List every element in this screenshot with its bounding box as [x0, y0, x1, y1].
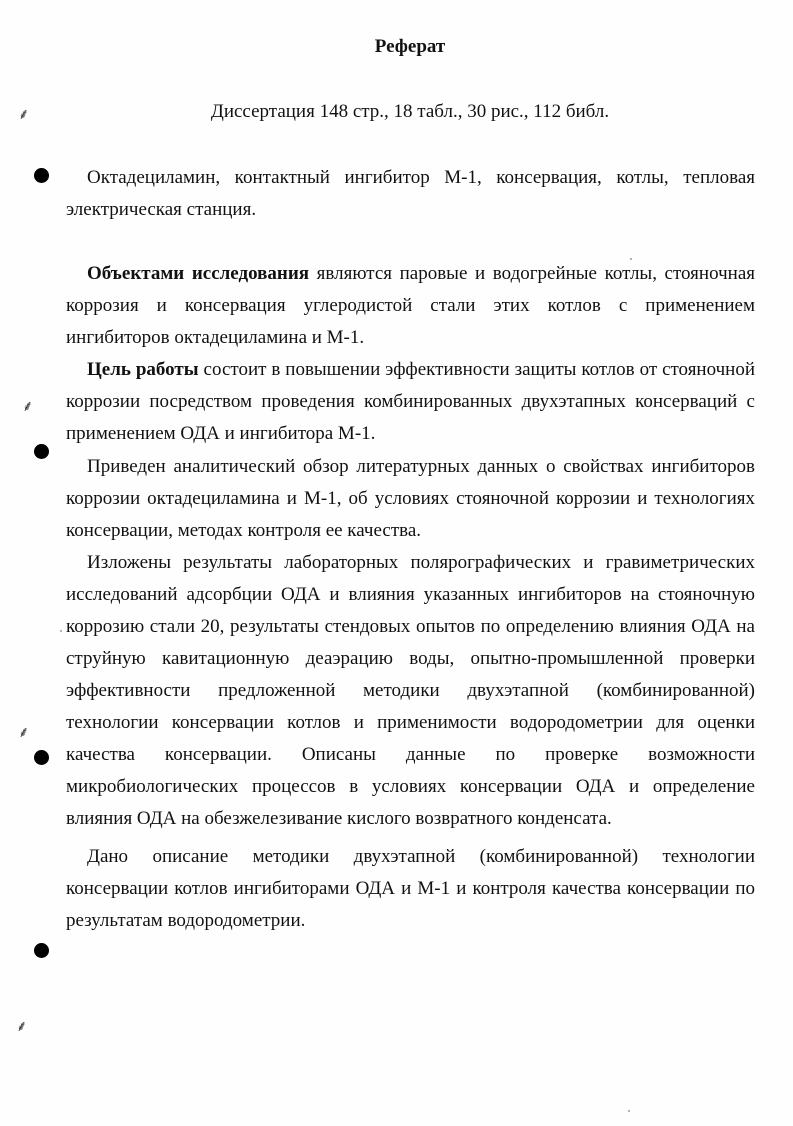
dissertation-stats: Диссертация 148 стр., 18 табл., 30 рис., 112 библ.	[210, 101, 610, 122]
scan-artifact-mark: ⸙	[16, 1017, 28, 1035]
research-objects-label: Объектами исследования	[87, 263, 310, 284]
scan-speck	[628, 1110, 630, 1112]
punch-hole-mark	[34, 168, 49, 183]
keywords-paragraph: Октадециламин, контактный ингибитор М-1, консервация, котлы, тепловая электрическая станция.	[66, 167, 755, 220]
results-paragraph: Изложены результаты лабораторных полярографических и гравиметрических исследований адсорбции ОДА и влияния указанных ингибиторов на стояночную коррозию стали 20, результаты стендовых опытов по определению влияния ОДА на струйную кавитационную деаэрацию воды, опытно-промышленной проверки эффективности предложенной методики двухэтапной (комбинированной) технологии консервации котлов и применимости водородометрии для оценки качества консервации. Описаны данные по проверке возможности микробиологических процессов в условиях консервации ОДА и определение влияния ОДА на обезжелезивание кислого возвратного конденсата.	[66, 552, 755, 829]
punch-hole-mark	[34, 750, 49, 765]
scan-artifact-mark: ⸙	[18, 105, 30, 123]
method-description-paragraph: Дано описание методики двухэтапной (комбинированной) технологии консервации котлов ингибиторами ОДА и М-1 и контроля качества консервации по результатам водородометрии.	[66, 846, 755, 931]
research-goal-text: состоит в повышении эффективности защиты котлов от стояночной коррозии посредством проведения комбинированных двухэтапных консерваций с применением ОДА и ингибитора М-1.	[66, 359, 756, 444]
scan-artifact-mark: ⸙	[18, 723, 30, 741]
research-objects-text: являются паровые и водогрейные котлы, стояночная коррозия и консервация углеродистой стали этих котлов с применением ингибиторов октадециламина и М-1.	[66, 263, 755, 348]
page-title: Реферат	[374, 36, 446, 57]
punch-hole-mark	[34, 943, 49, 958]
literature-review-paragraph: Приведен аналитический обзор литературных данных о свойствах ингибиторов коррозии октадециламина и М-1, об условиях стояночной коррозии и технологиях консервации, методах контроля ее качества.	[66, 456, 755, 541]
scan-artifact-mark: ⸙	[22, 397, 34, 415]
research-objects-paragraph	[66, 258, 755, 354]
scan-speck	[60, 630, 62, 632]
research-goal-label: Цель работы	[87, 359, 199, 380]
punch-hole-mark	[34, 444, 49, 459]
scan-speck	[630, 258, 632, 260]
research-goal-paragraph	[66, 354, 755, 450]
